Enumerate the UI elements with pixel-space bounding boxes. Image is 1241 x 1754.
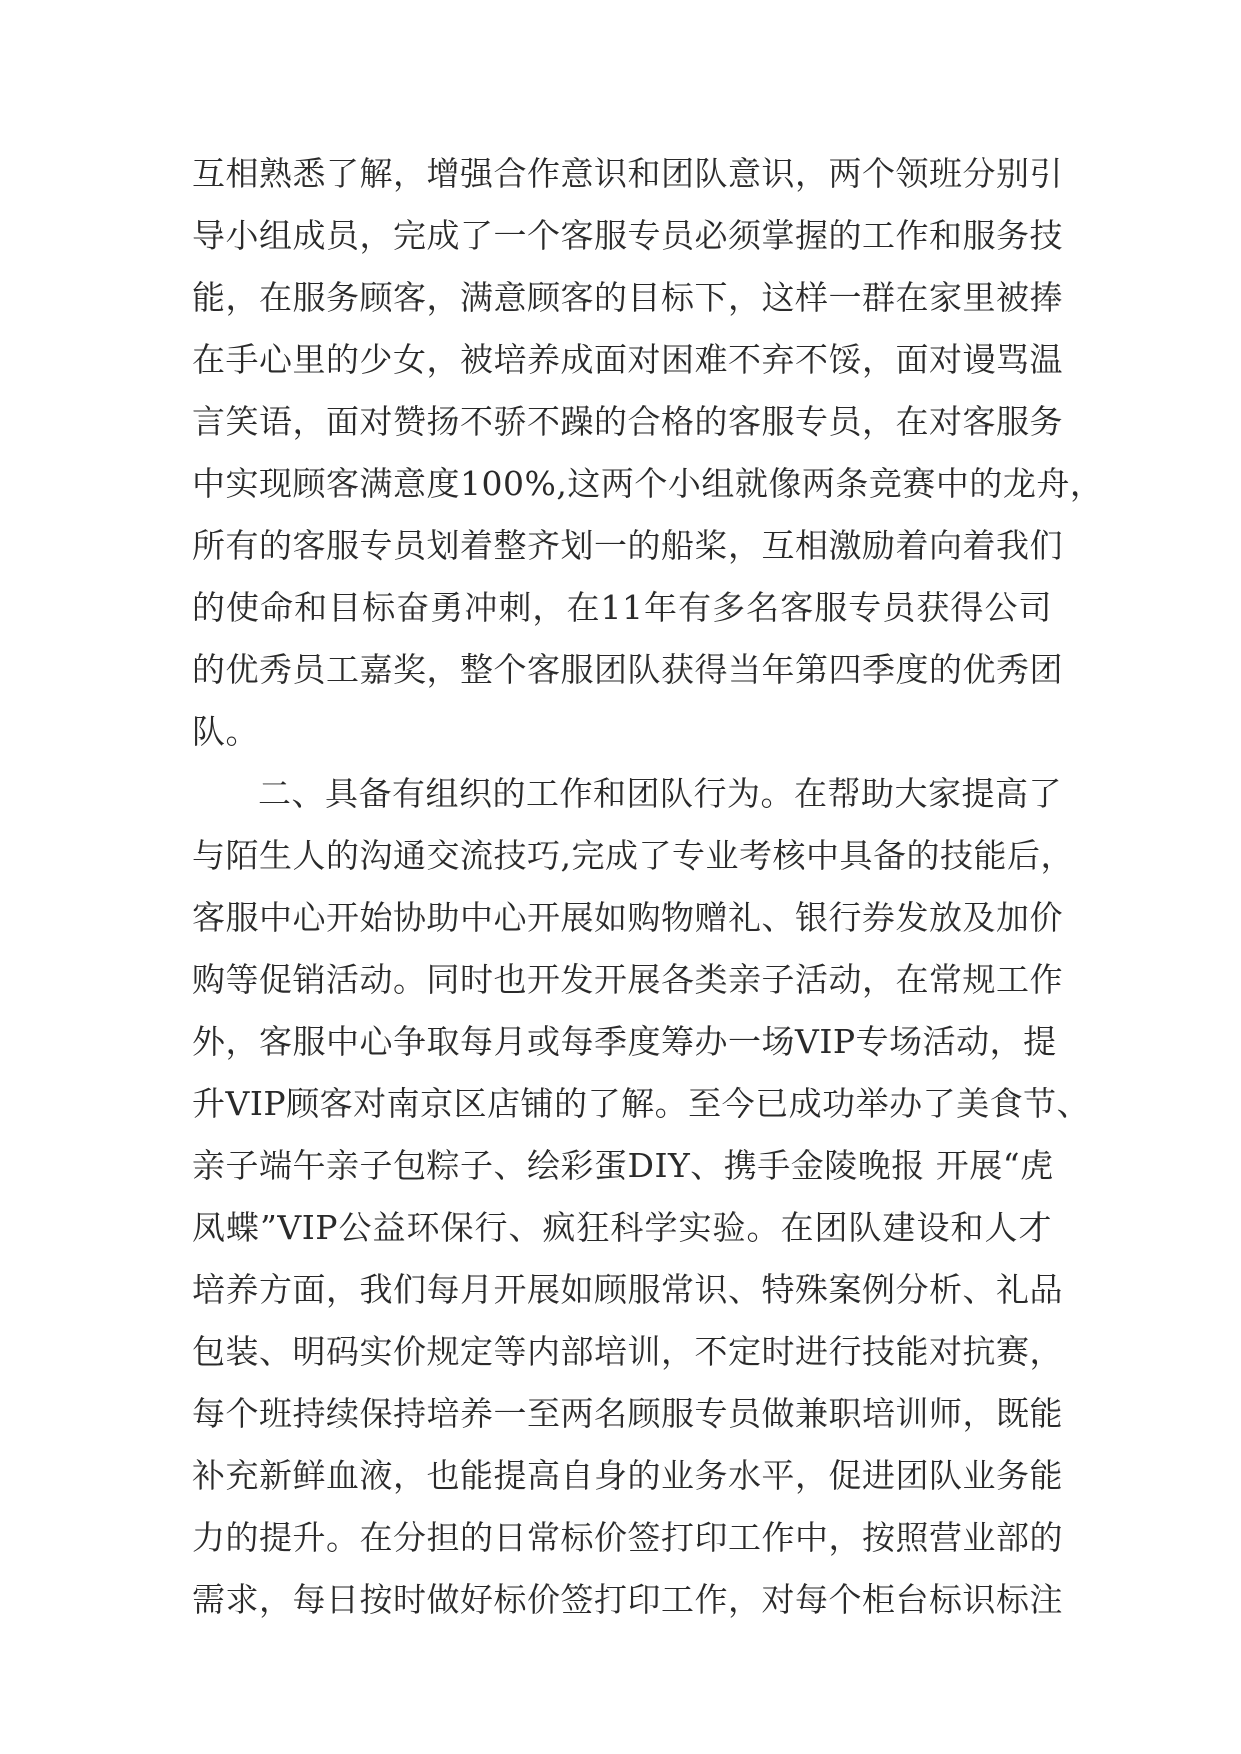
text-line: 包装、明码实价规定等内部培训，不定时进行技能对抗赛， (192, 1332, 1063, 1371)
text-line: 凤蝶”VIP公益环保行、疯狂科学实验。在团队建设和人才 (192, 1208, 1052, 1247)
text-line: 言笑语，面对赞扬不骄不躁的合格的客服专员，在对客服务 (192, 402, 1063, 441)
body-text (192, 143, 1104, 1631)
text-line: 在手心里的少女，被培养成面对困难不弃不馁，面对谩骂温 (192, 340, 1063, 379)
text-line: 与陌生人的沟通交流技巧,完成了专业考核中具备的技能后， (192, 836, 1074, 875)
text-line: 队。 (192, 712, 259, 751)
text-line: 升VIP顾客对南京区店铺的了解。至今已成功举办了美食节、 (192, 1084, 1091, 1123)
text-line: 外，客服中心争取每月或每季度筹办一场VIP专场活动，提 (192, 1022, 1057, 1061)
text-line: 的优秀员工嘉奖，整个客服团队获得当年第四季度的优秀团 (192, 650, 1063, 689)
text-line: 亲子端午亲子包粽子、绘彩蛋DIY、携手金陵晚报 开展“虎 (192, 1146, 1054, 1185)
text-line: 能，在服务顾客，满意顾客的目标下，这样一群在家里被捧 (192, 278, 1063, 317)
text-line: 互相熟悉了解，增强合作意识和团队意识，两个领班分别引 (192, 154, 1063, 193)
text-line: 力的提升。在分担的日常标价签打印工作中，按照营业部的 (192, 1518, 1063, 1557)
text-line: 每个班持续保持培养一至两名顾服专员做兼职培训师，既能 (192, 1394, 1063, 1433)
text-line: 补充新鲜血液，也能提高自身的业务水平，促进团队业务能 (192, 1456, 1063, 1495)
paragraph-start-line: 二、具备有组织的工作和团队行为。在帮助大家提高了 (258, 774, 1062, 813)
text-line: 中实现顾客满意度100%,这两个小组就像两条竞赛中的龙舟， (192, 464, 1104, 503)
text-line: 购等促销活动。同时也开发开展各类亲子活动，在常规工作 (192, 960, 1063, 999)
text-line: 的使命和目标奋勇冲刺，在11年有多名客服专员获得公司 (192, 588, 1052, 627)
text-line: 客服中心开始协助中心开展如购物赠礼、银行券发放及加价 (192, 898, 1063, 937)
text-line: 所有的客服专员划着整齐划一的船桨，互相激励着向着我们 (192, 526, 1063, 565)
text-line: 培养方面，我们每月开展如顾服常识、特殊案例分析、礼品 (192, 1270, 1063, 1309)
text-line: 导小组成员，完成了一个客服专员必须掌握的工作和服务技 (192, 216, 1063, 255)
text-line: 需求，每日按时做好标价签打印工作，对每个柜台标识标注 (192, 1580, 1063, 1619)
